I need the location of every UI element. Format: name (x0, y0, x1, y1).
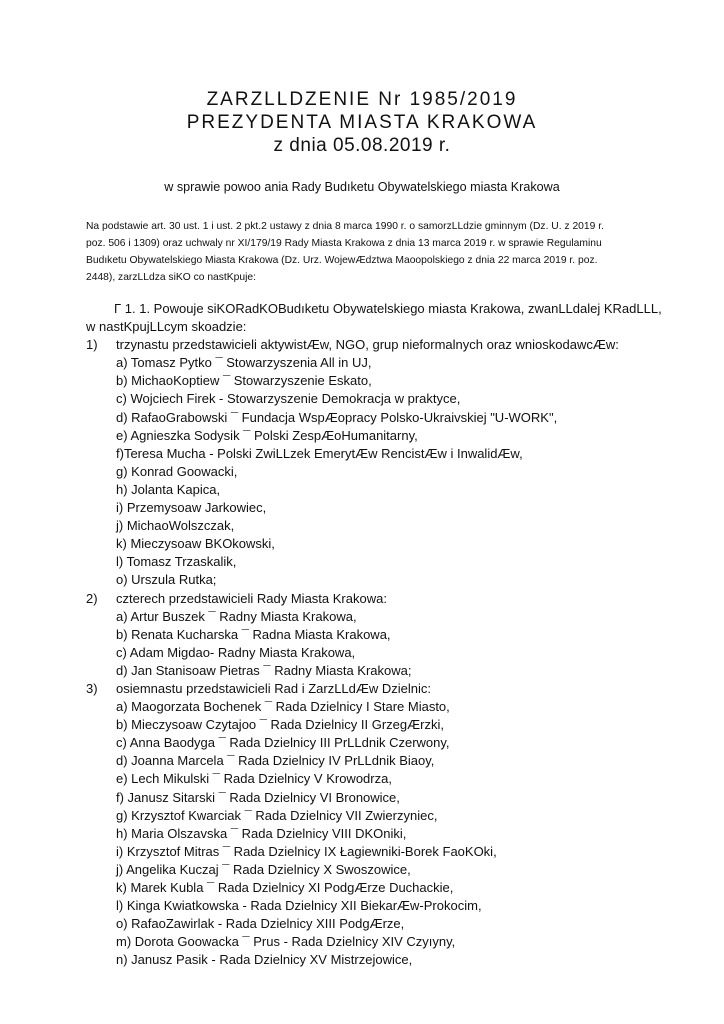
ordinance-date: z dnia 05.08.2019 r. (273, 135, 451, 156)
section-paragraph-line: Γ 1. 1. Powouje siKORadKOBudıketu Obywatelskiego miasta Krakowa, zwanLLdalej KRadLLL, (114, 301, 662, 316)
list-item: b) Mieczysoaw Czytajoo ¯ Rada Dzielnicy II GrzegÆrzki, (116, 717, 444, 733)
list-item: g) Krzysztof Kwarciak ¯ Rada Dzielnicy VII Zwierzyniec, (116, 807, 438, 823)
document-header (0, 88, 724, 157)
list-item: e) Lech Mikulski ¯ Rada Dzielnicy V Krowodrza, (116, 771, 392, 787)
list-item: f) Janusz Sitarski ¯ Rada Dzielnicy VI Bronowice, (116, 789, 400, 805)
group-title: osiemnastu przedstawicieli Rad i ZarzLLdÆw Dzielnic: (116, 680, 432, 696)
list-item: c) Adam Migdao- Radny Miasta Krakowa, (116, 644, 356, 660)
list-item: k) Marek Kubla ¯ Rada Dzielnicy XI PodgÆrze Duchackie, (116, 880, 454, 895)
ordinance-number: ZARZLLDZENIE Nr 1985/2019 (206, 89, 518, 110)
list-item: i) Przemysoaw Jarkowiec, (116, 500, 267, 516)
group-number: 1) (86, 337, 98, 353)
preamble-line: poz. 506 i 1309) oraz uchwaly nr XI/179/19 Rady Miasta Krakowa z dnia 13 marca 2019 r. w sprawie Regulaminu (86, 238, 602, 249)
list-item: b) MichaoKoptiew ¯ Stowarzyszenie Eskato, (116, 373, 372, 389)
member-group-district-councils (86, 680, 646, 970)
list-item: d) Jan Stanisoaw Pietras ¯ Radny Miasta Krakowa; (116, 662, 412, 678)
member-list (116, 698, 646, 969)
group-number: 3) (86, 680, 98, 696)
list-item: n) Janusz Pasik - Rada Dzielnicy XV Mistrzejowice, (116, 952, 413, 968)
list-item: a) Artur Buszek ¯ Radny Miasta Krakowa, (116, 608, 357, 624)
list-item: l) Tomasz Trzaskalik, (116, 554, 237, 570)
member-list (116, 608, 646, 680)
list-item: h) Jolanta Kapica, (116, 481, 221, 497)
list-item: o) RafaoZawirlak - Rada Dzielnicy XIII PodgÆrze, (116, 916, 405, 932)
ordinance-body (86, 300, 662, 969)
list-item: a) Tomasz Pytko ¯ Stowarzyszenia All in UJ, (116, 355, 372, 371)
list-item: h) Maria Olszavska ¯ Rada Dzielnicy VIII DKOniki, (116, 825, 407, 841)
member-group-activists (86, 336, 646, 589)
preamble-line: Na podstawie art. 30 ust. 1 i ust. 2 pkt.2 ustawy z dnia 8 marca 1990 r. o samorzLLdzie gminnym (Dz. U. z 2019 r. (86, 221, 604, 232)
preamble-line: 2448), zarzLLdza siKO co nastKpuje: (86, 272, 256, 283)
list-item: c) Wojciech Firek - Stowarzyszenie Demokracja w praktyce, (116, 391, 461, 407)
issuing-authority: PREZYDENTA MIASTA KRAKOWA (186, 112, 538, 133)
ordinance-subject: w sprawie powoo ania Rady Budıketu Obywatelskiego miasta Krakowa (164, 180, 560, 194)
list-item: a) Maogorzata Bochenek ¯ Rada Dzielnicy I Stare Miasto, (116, 699, 450, 715)
list-item: o) Urszula Rutka; (116, 572, 217, 588)
group-title: czterech przedstawicieli Rady Miasta Krakowa: (116, 590, 387, 606)
list-item: i) Krzysztof Mitras ¯ Rada Dzielnicy IX Łagiewniki-Borek FaoKOki, (116, 843, 497, 859)
member-list (116, 354, 646, 589)
list-item: j) Angelika Kuczaj ¯ Rada Dzielnicy X Swoszowice, (116, 861, 411, 877)
list-item: g) Konrad Goowacki, (116, 463, 238, 479)
list-item: l) Kinga Kwiatkowska - Rada Dzielnicy XII BiekarÆw-Prokocim, (116, 898, 482, 914)
group-number: 2) (86, 590, 98, 606)
list-item: c) Anna Baodyga ¯ Rada Dzielnicy III PrLLdnik Czerwony, (116, 735, 450, 751)
list-item: d) Joanna Marcela ¯ Rada Dzielnicy IV PrLLdnik Biaoy, (116, 753, 435, 769)
group-title: trzynastu przedstawicieli aktywistÆw, NGO, grup nieformalnych oraz wnioskodawcÆw: (116, 337, 619, 353)
member-group-city-council (86, 590, 646, 680)
preamble-line: Budıketu Obywatelskiego Miasta Krakowa (Dz. Urz. WojewÆdztwa Maoopolskiego z dnia 22 marca 2019 r. poz. (86, 255, 598, 266)
list-item: f)Teresa Mucha - Polski ZwiLLzek EmerytÆw RencistÆw i InwalidÆw, (116, 445, 523, 461)
list-item: m) Dorota Goowacka ¯ Prus - Rada Dzielnicy XIV Czyıyny, (116, 934, 456, 950)
list-item: b) Renata Kucharska ¯ Radna Miasta Krakowa, (116, 626, 391, 642)
section-paragraph-line: w nastKpujLLcym skoadzie: (86, 319, 247, 335)
list-item: j) MichaoWolszczak, (116, 518, 235, 534)
list-item: d) RafaoGrabowski ¯ Fundacja WspÆopracy Polsko-Ukraivskiej "U-WORK", (116, 409, 558, 425)
legal-basis-preamble (86, 218, 646, 286)
list-item: k) Mieczysoaw BKOkowski, (116, 536, 275, 552)
list-item: e) Agnieszka Sodysik ¯ Polski ZespÆoHumanitarny, (116, 427, 418, 443)
